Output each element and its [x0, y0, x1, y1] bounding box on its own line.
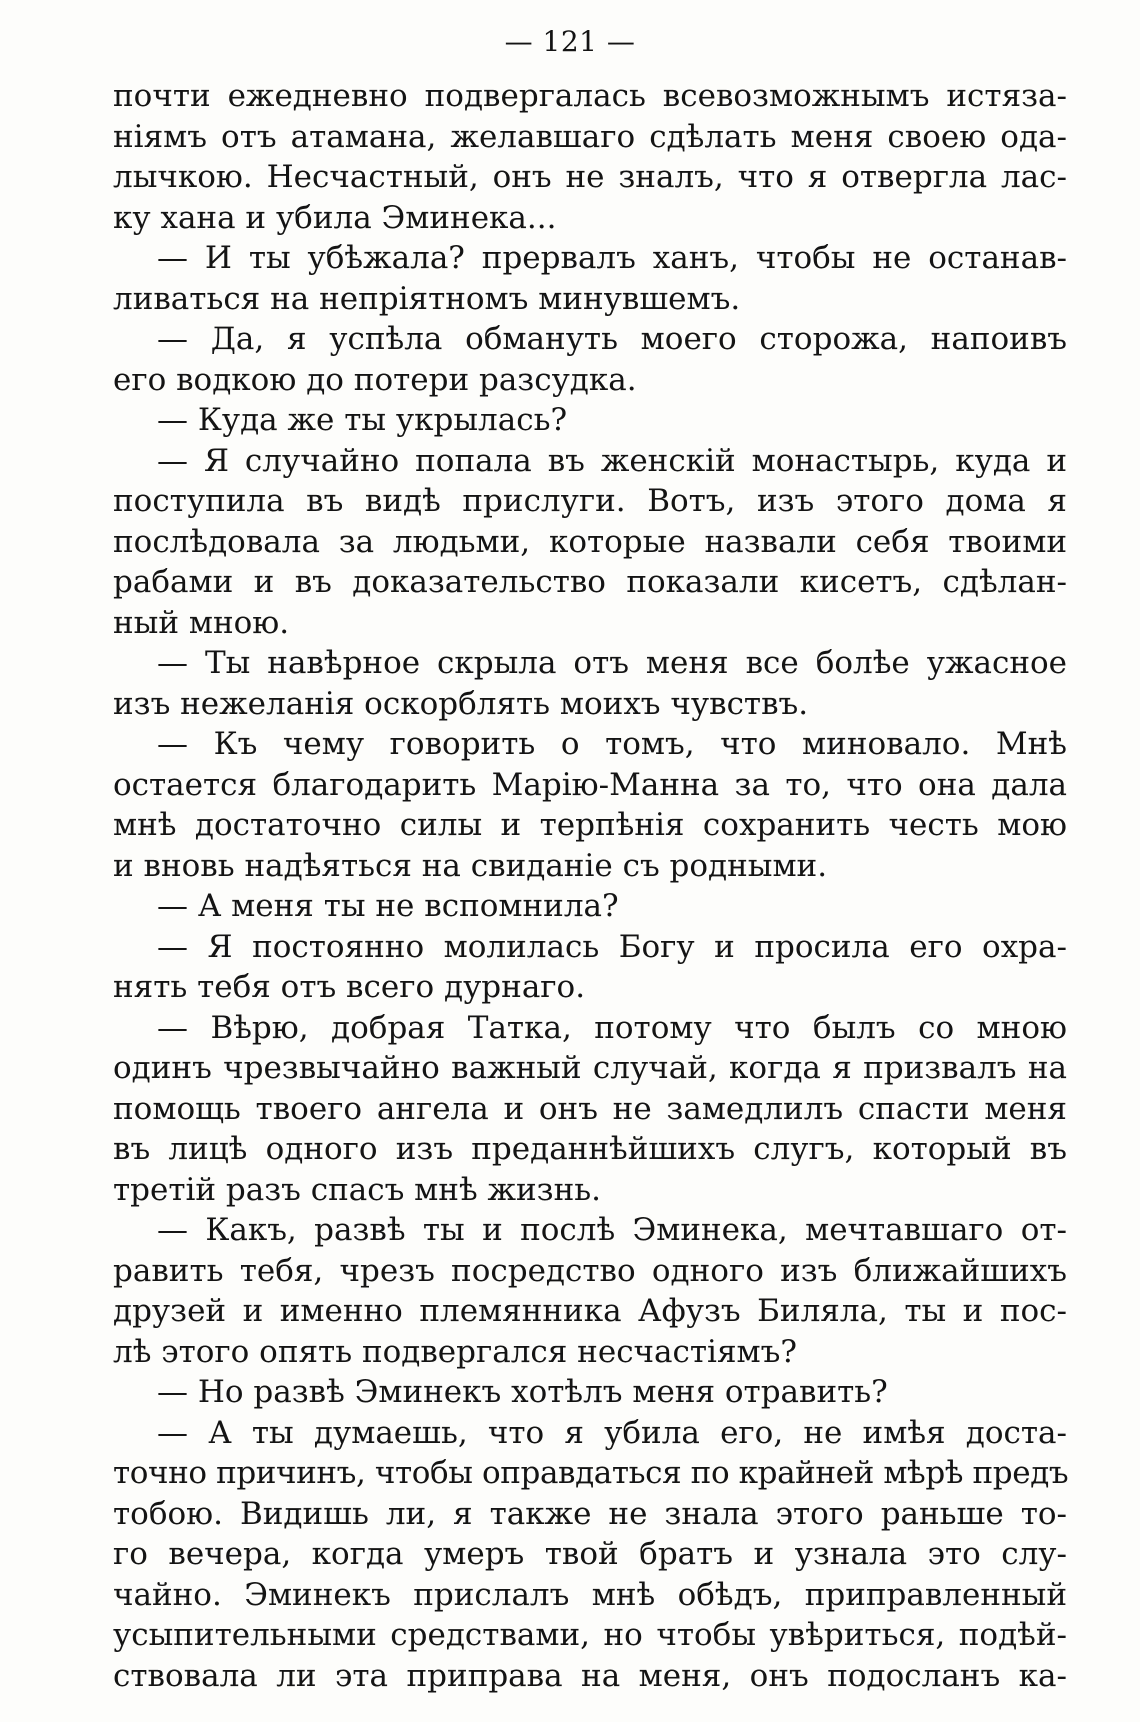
text-line: — Я постоянно молилась Богу и просила его охра-	[157, 928, 1067, 965]
text-line: въ лицѣ одного изъ преданнѣйшихъ слугъ, который въ	[113, 1131, 1067, 1167]
text-line: тобою. Видишь ли, я также не знала этого раньше то-	[113, 1495, 1067, 1532]
text-line: его водкою до потери разсудка.	[113, 361, 637, 398]
text-line: друзей и именно племянника Афузъ Биляла, ты и пос-	[113, 1293, 1067, 1329]
page-number: — 121 —	[504, 25, 636, 58]
text-line: одинъ чрезвычайно важный случай, когда я призвалъ на	[113, 1050, 1067, 1086]
text-line: точно причинъ, чтобы оправдаться по крайней мѣрѣ предъ	[113, 1455, 1069, 1491]
text-line: рабами и въ доказательство показали кисетъ, сдѣлан-	[113, 564, 1067, 600]
text-line: и вновь надѣяться на свиданіе съ родными.	[113, 847, 828, 884]
text-line: усыпительными средствами, но чтобы увѣриться, подѣй-	[113, 1617, 1067, 1653]
text-line: ливаться на непріятномъ минувшемъ.	[113, 280, 741, 317]
text-line: — Я случайно попала въ женскій монастырь, куда и	[157, 442, 1067, 479]
text-line: изъ нежеланія оскорблять моихъ чувствъ.	[113, 685, 809, 722]
text-line: — Какъ, развѣ ты и послѣ Эминека, мечтавшаго от-	[157, 1212, 1067, 1248]
text-line: помощь твоего ангела и онъ не замедлилъ спасти меня	[113, 1090, 1067, 1127]
text-line: лычкою. Несчастный, онъ не зналъ, что я отвергла лас-	[113, 159, 1067, 195]
text-line: — Вѣрю, добрая Татка, потому что былъ со мною	[157, 1009, 1067, 1046]
text-line: ный мною.	[113, 604, 290, 641]
page-body-text	[113, 76, 1067, 1696]
text-line: ствовала ли эта приправа на меня, онъ подосланъ ка-	[113, 1657, 1067, 1694]
text-line: ніямъ отъ атамана, желавшаго сдѣлать меня своею ода-	[113, 118, 1067, 155]
text-line: — Да, я успѣла обмануть моего сторожа, напоивъ	[157, 321, 1067, 357]
text-line: остается благодарить Марію-Манна за то, что она дала	[113, 766, 1067, 803]
text-line: — Ты навѣрное скрыла отъ меня все болѣе ужасное	[157, 645, 1067, 681]
text-line: послѣдовала за людьми, которые назвали себя твоими	[113, 523, 1067, 560]
text-line: нять тебя отъ всего дурнаго.	[113, 969, 586, 1005]
text-line: чайно. Эминекъ прислалъ мнѣ обѣдъ, приправленный	[113, 1576, 1067, 1613]
text-line: мнѣ достаточно силы и терпѣнія сохранить честь мою	[113, 807, 1067, 843]
text-line: равить тебя, чрезъ посредство одного изъ ближайшихъ	[113, 1252, 1067, 1289]
text-line: — А ты думаешь, что я убила его, не имѣя доста-	[157, 1414, 1067, 1451]
text-line: — Куда же ты укрылась?	[157, 402, 568, 438]
text-line: — Къ чему говорить о томъ, что миновало. Мнѣ	[157, 726, 1067, 762]
text-line: поступила въ видѣ прислуги. Вотъ, изъ этого дома я	[113, 483, 1067, 519]
text-line: го вечера, когда умеръ твой братъ и узнала это слу-	[113, 1536, 1067, 1572]
text-line: — А меня ты не вспомнила?	[157, 888, 619, 924]
text-line: лѣ этого опять подвергался несчастіямъ?	[113, 1333, 797, 1370]
text-line: почти ежедневно подвергалась всевозможнымъ истяза-	[113, 78, 1067, 114]
text-line: — Но развѣ Эминекъ хотѣлъ меня отравить?	[157, 1374, 888, 1410]
text-line: ку хана и убила Эминека...	[113, 199, 557, 236]
text-line: третій разъ спасъ мнѣ жизнь.	[113, 1171, 601, 1208]
text-line: — И ты убѣжала? прервалъ ханъ, чтобы не останав-	[157, 240, 1067, 276]
